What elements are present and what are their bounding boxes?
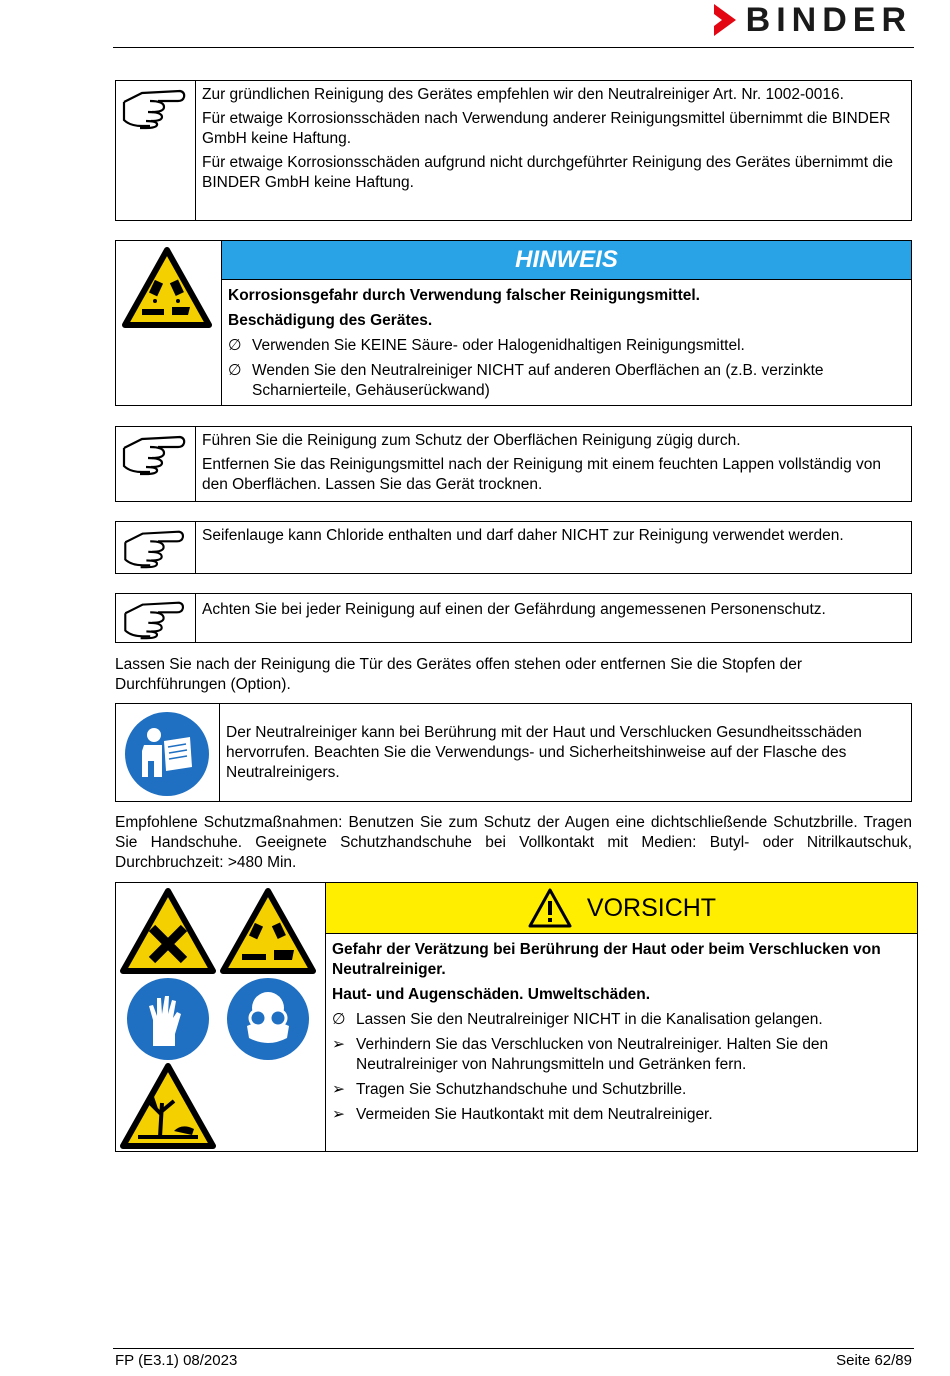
hinweis-hazard: Korrosionsgefahr durch Verwendung falscher Reinigungsmittel. <box>228 287 700 304</box>
vorsicht-consequence: Haut- und Augenschäden. Umweltschäden. <box>332 986 651 1003</box>
list-item: ➢ Vermeiden Sie Hautkontakt mit dem Neutralreiniger. <box>332 1106 713 1123</box>
hinweis-consequence: Beschädigung des Gerätes. <box>228 312 433 329</box>
note-box-2 <box>115 426 912 502</box>
wear-goggles-icon <box>225 976 311 1062</box>
pointing-hand-icon <box>120 84 190 132</box>
note-box-3 <box>115 521 912 574</box>
note-box-4 <box>115 593 912 643</box>
hinweis-title: HINWEIS <box>222 241 911 280</box>
header-rule <box>113 47 914 48</box>
vorsicht-hazard: Gefahr der Verätzung bei Berührung der Haut oder beim Verschlucken von Neutralreiniger. <box>332 941 881 978</box>
environment-hazard-icon <box>120 1063 216 1149</box>
note2-line: Führen Sie die Reinigung zum Schutz der Oberflächen Reinigung zügig durch. <box>202 432 741 449</box>
list-item: ∅ Wenden Sie den Neutralreiniger NICHT auf anderen Oberflächen an (z.B. verzinkte Scharnierteile, Gehäuserückwand) <box>228 362 824 399</box>
list-item: ∅ Verwenden Sie KEINE Säure- oder Halogenidhaltigen Reinigungsmittel. <box>228 337 745 354</box>
note4-text: Achten Sie bei jeder Reinigung auf einen der Gefährdung angemessenen Personenschutz. <box>202 601 826 618</box>
prohibition-symbol: ∅ <box>228 337 242 354</box>
harmful-irritant-icon <box>120 888 216 974</box>
pointing-hand-icon <box>120 525 190 571</box>
note2-line: Entfernen Sie das Reinigungsmittel nach der Reinigung mit einem feuchten Lappen vollständig von den Oberflächen. Lassen Sie das Gerät trocknen. <box>202 456 881 493</box>
vorsicht-title: VORSICHT <box>586 894 717 922</box>
arrow-bullet: ➢ <box>332 1036 345 1053</box>
corrosive-warning-icon <box>122 247 212 329</box>
note3-text: Seifenlauge kann Chloride enthalten und darf daher NICHT zur Reinigung verwendet werden. <box>202 527 844 544</box>
manual-note-text: Der Neutralreiniger kann bei Berührung mit der Haut und Verschlucken Gesundheitsschäden hervorrufen. Beachten Sie die Verwendungs- und Sicherheitshinweise auf der Flasche des Neutralreinigers. <box>226 724 862 781</box>
hinweis-box <box>115 240 912 406</box>
footer-doc-id: FP (E3.1) 08/2023 <box>115 1352 238 1369</box>
brand-logo <box>714 2 912 38</box>
body-paragraph: Lassen Sie nach der Reinigung die Tür des Gerätes offen stehen oder entfernen Sie die Stopfen der Durchführungen (Option). <box>115 656 803 693</box>
note1-line: Für etwaige Korrosionsschäden nach Verwendung anderer Reinigungsmittel übernimmt die BINDER GmbH keine Haftung. <box>202 110 891 147</box>
prohibition-symbol: ∅ <box>228 362 242 379</box>
arrow-bullet: ➢ <box>332 1081 345 1098</box>
wear-gloves-icon <box>125 976 211 1062</box>
vorsicht-box <box>115 882 918 1152</box>
manual-note-box <box>115 703 912 802</box>
note1-line: Für etwaige Korrosionsschäden aufgrund nicht durchgeführter Reinigung des Gerätes übernimmt die BINDER GmbH keine Haftung. <box>202 154 893 191</box>
prohibition-symbol: ∅ <box>332 1011 346 1028</box>
read-manual-icon <box>124 711 210 797</box>
note-box-1 <box>115 80 912 221</box>
pointing-hand-icon <box>120 430 190 478</box>
corrosive-warning-icon <box>220 888 316 974</box>
footer-page-number: Seite 62/89 <box>836 1352 912 1369</box>
vorsicht-header <box>326 883 917 934</box>
list-item: ➢ Tragen Sie Schutzhandschuhe und Schutzbrille. <box>332 1081 687 1098</box>
brand-name: BINDER <box>745 1 912 39</box>
warning-triangle-icon <box>527 887 573 929</box>
footer-rule <box>113 1348 914 1349</box>
pointing-hand-icon <box>120 596 190 642</box>
binder-logo-mark-icon <box>714 4 736 36</box>
note1-line: Zur gründlichen Reinigung des Gerätes empfehlen wir den Neutralreiniger Art. Nr. 1002-0016. <box>202 86 844 103</box>
arrow-bullet: ➢ <box>332 1106 345 1123</box>
list-item: ∅ Lassen Sie den Neutralreiniger NICHT in die Kanalisation gelangen. <box>332 1011 823 1028</box>
list-item: ➢ Verhindern Sie das Verschlucken von Neutralreiniger. Halten Sie den Neutralreiniger von Nahrungsmitteln und Getränken fern. <box>332 1036 829 1073</box>
body-paragraph: Empfohlene Schutzmaßnahmen: Benutzen Sie zum Schutz der Augen eine dichtschließende Schutzbrille. Tragen Sie Handschuhe. Geeignete Schutzhandschuhe bei Vollkontakt mit Medien: Butyl- oder Nitrilkautschuk, Durchbruchzeit: >480 Min. <box>115 814 912 871</box>
